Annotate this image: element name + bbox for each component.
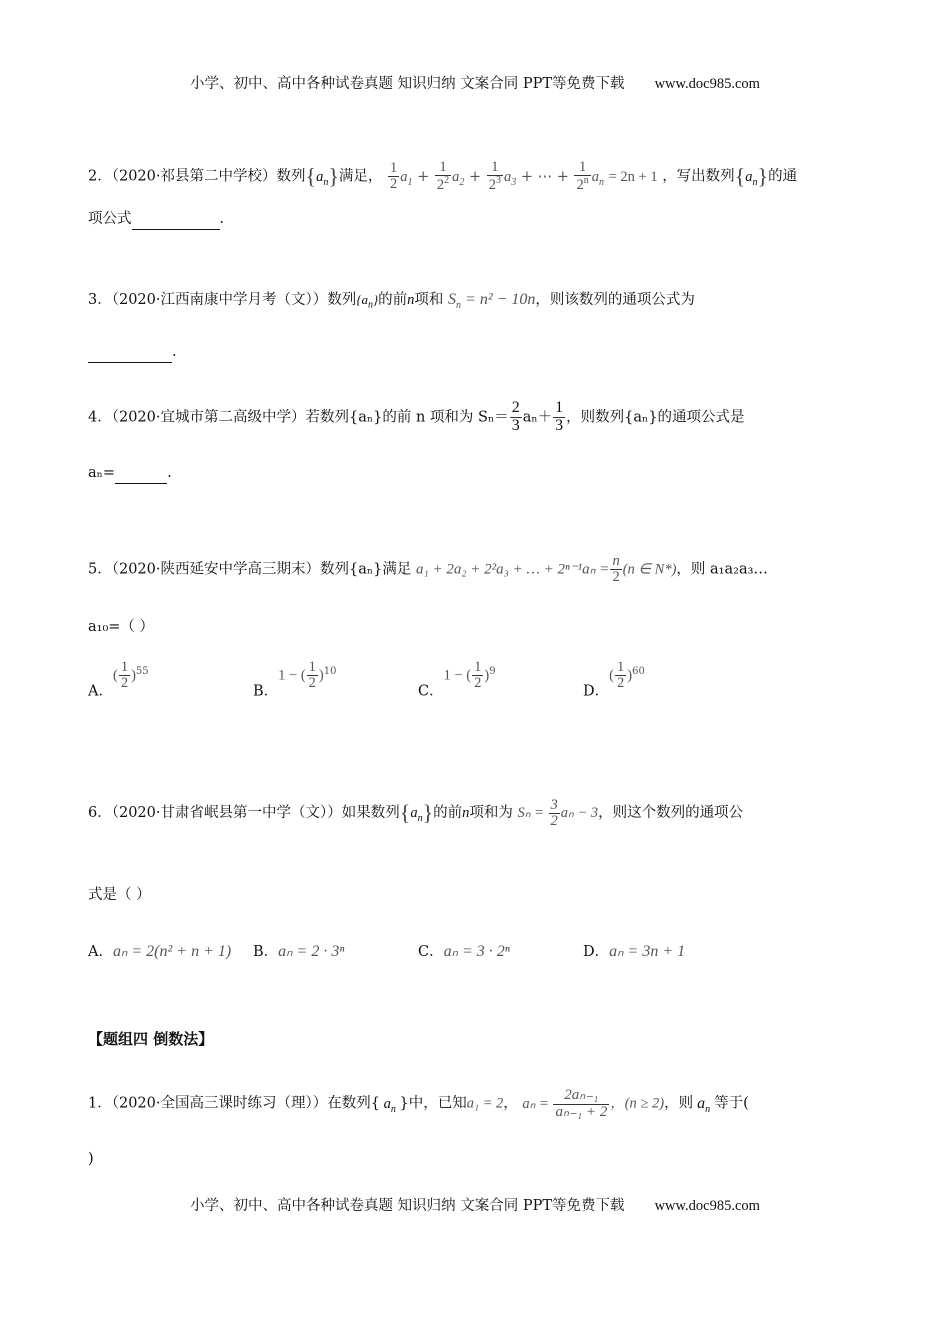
q2-stem: 数列: [276, 168, 306, 185]
footer-text: 小学、初中、高中各种试卷真题 知识归纳 文案合同 PPT等免费下载: [190, 1198, 625, 1214]
q2-set-a: {: [305, 163, 317, 189]
s4q1-source: （2020·全国高三课时练习（理））: [111, 1095, 328, 1112]
q3-tail: ，则该数列的通项公式为: [535, 292, 695, 308]
q4-line2: aₙ=: [88, 465, 116, 481]
section4-question-1-line1: 1．（2020·全国高三课时练习（理））在数列{ $a_n$ }中，已知a₁ = 2， aₙ = $\frac{\text{2aₙ₋₁}}{\text{aₙ₋₁ + 2}}$ ，(n ≥ 2)，则 $a_n$ 等于(: [88, 1087, 749, 1120]
q5-source: （2020·陕西延安中学高三期末）: [111, 561, 320, 578]
q6-an: $a_n$: [410, 805, 423, 824]
page-header: [0, 72, 950, 93]
s4q1-a1: a₁ = 2: [466, 1095, 504, 1112]
q5-option-d[interactable]: D．( $\frac{1}{2}$ )$^{60}$: [583, 659, 645, 700]
s4q1-recurrence: aₙ = $\frac{\text{2aₙ₋₁}}{\text{aₙ₋₁ + 2}}$: [522, 1087, 608, 1120]
q5-number: 5．: [88, 561, 112, 578]
q2-rhs: = 2n + 1: [608, 168, 658, 185]
q3-sum-label: 项和: [414, 292, 444, 308]
s4q1-stem2: }中，已知: [399, 1095, 467, 1112]
q5-condition: (n ∈ N*): [622, 561, 677, 578]
q6-option-d[interactable]: D．aₙ = 3n + 1: [583, 943, 686, 960]
q2-tail: 的通: [768, 168, 798, 185]
question-6-line2: [88, 888, 151, 903]
q6-option-c[interactable]: C．aₙ = 3 · 2ⁿ: [418, 943, 510, 960]
q4-frac-1-3: $\frac{1}{3}$: [555, 399, 564, 434]
question-5-line2: [88, 620, 154, 635]
q3-answer-blank[interactable]: [88, 347, 172, 363]
q5-option-b[interactable]: B．1 − ( $\frac{1}{2}$ )$^{10}$: [253, 659, 337, 700]
s4q1-equals: 等于(: [714, 1095, 749, 1112]
question-5-line1: [88, 554, 768, 585]
q5-option-a[interactable]: A．( $\frac{1}{2}$ )$^{55}$: [88, 659, 149, 700]
q6-of-first: 的前: [433, 805, 463, 822]
s4q1-stem: 在数列{: [327, 1095, 380, 1112]
header-site[interactable]: www.doc985.com: [654, 76, 760, 92]
q4-answer-blank[interactable]: [115, 468, 167, 484]
q4-stem: 若数列{aₙ}的前 n 项和为 Sₙ＝: [305, 409, 509, 426]
q6-sum-label: 项和为: [469, 805, 513, 822]
q2-an: $a_n$: [316, 168, 329, 188]
question-6-line1: 6．（2020·甘肃省岷县第一中学（文））如果数列$\{a_n\}$的前n项和为 Sₙ = $\frac{3}{2}$ aₙ − 3，则这个数列的通项公: [88, 797, 744, 830]
q3-formula: $S_n = n^2 - 10n$: [448, 291, 536, 312]
q6-option-a[interactable]: A．aₙ = 2(n² + n + 1): [88, 943, 232, 960]
question-3-line1: [88, 292, 695, 311]
q3-of-first: 的前: [378, 292, 408, 308]
q6-n: n: [462, 805, 470, 822]
q6-stem: 如果数列: [341, 805, 400, 822]
q5-stem: 数列{aₙ}满足: [320, 561, 412, 578]
q3-n: n: [407, 292, 415, 308]
q3-source: （2020·江西南康中学月考（文））: [111, 292, 328, 308]
question-2-line2: [88, 212, 224, 230]
q6-number: 6．: [88, 805, 112, 822]
q4-source: （2020·宜城市第二高级中学）: [111, 409, 306, 426]
header-text: 小学、初中、高中各种试卷真题 知识归纳 文案合同 PPT等免费下载: [190, 76, 625, 92]
q2-answer-blank[interactable]: [132, 214, 220, 230]
question-2-line1: 2．（2020·祁县第二中学校）数列$\{a_n\}$满足， $\frac{1}{2}$ $a_1$ + $\frac{1}{2^2}$ $a_2$ + $\frac{1}{2^3}$ $a_3$ + ⋯ + $\frac{1}{2^n}$ $a_n = 2n + 1$ ，写出数列$\{a_n\}$的通: [88, 159, 798, 194]
q4-mid: aₙ＋: [522, 409, 553, 426]
q3-set-an: $\{a_n\}$: [356, 292, 379, 311]
footer-site[interactable]: www.doc985.com: [654, 1198, 760, 1214]
q2-formula: $\frac{1}{2}$ $a_1$ + $\frac{1}{2^2}$ $a_2$ + $\frac{1}{2^3}$ $a_3$ + ⋯ + $\frac{1}{2^n}$ $a_n = 2n + 1$: [389, 159, 658, 194]
q6-option-b[interactable]: B．aₙ = 2 · 3ⁿ: [253, 943, 345, 960]
question-4-line2: [88, 466, 172, 484]
page-footer: [0, 1194, 950, 1215]
q5-line2: a₁₀=（ ）: [88, 619, 155, 635]
q2-number: 2．: [88, 168, 112, 185]
q2-source: （2020·祁县第二中学校）: [111, 168, 277, 185]
q4-period: .: [167, 465, 172, 481]
q5-option-c[interactable]: C．1 − ( $\frac{1}{2}$ )$^9$: [418, 659, 496, 700]
q2-write: ，写出数列: [662, 168, 735, 185]
q6-source: （2020·甘肃省岷县第一中学（文））: [111, 805, 342, 822]
q6-tail: ，则这个数列的通项公: [598, 805, 744, 822]
q5-frac-n-2: $\frac{n}{2}$: [612, 553, 620, 586]
q5-formula: a₁ + 2a₂ + 2²a₃ + … + 2ⁿ⁻¹aₙ =: [415, 561, 610, 578]
q6-line2: 式是（ ）: [88, 887, 151, 903]
section4-question-1-line2: [88, 1152, 94, 1167]
question-3-line2: [88, 345, 177, 363]
s4q1-tail: ，则: [664, 1095, 694, 1112]
q3-stem: 数列: [327, 292, 357, 308]
s4q1-number: 1．: [88, 1095, 112, 1112]
q3-number: 3．: [88, 292, 112, 308]
q2-satisfy: 满足，: [338, 168, 383, 185]
question-4-line1: [88, 400, 745, 435]
q2-line2: 项公式: [88, 211, 132, 227]
s4q1-condition: ，(n ≥ 2): [610, 1095, 665, 1112]
q3-period: .: [172, 344, 177, 360]
section-title: 【题组四 倒数法】: [88, 1030, 214, 1048]
q6-formula: Sₙ = $\frac{3}{2}$ aₙ − 3: [517, 797, 599, 830]
q5-tail: ，则 a₁a₂a₃…: [676, 561, 768, 578]
q2-period: .: [219, 211, 225, 227]
s4q1-line2: ): [88, 1151, 94, 1167]
q4-frac-2-3: $\frac{2}{3}$: [511, 399, 520, 434]
q4-number: 4．: [88, 409, 112, 426]
q4-tail: ，则数列{aₙ}的通项公式是: [566, 409, 745, 426]
